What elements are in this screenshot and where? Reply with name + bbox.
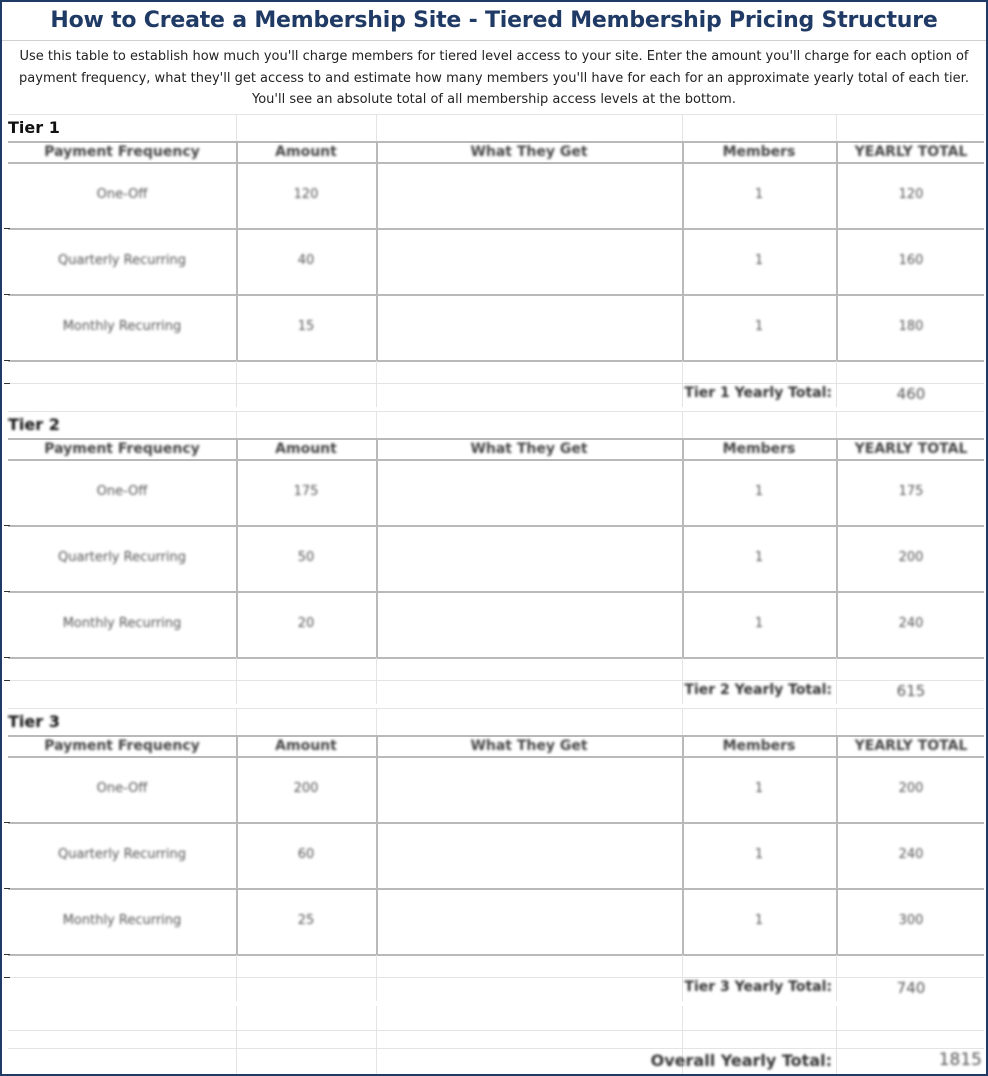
instructions-text: Use this table to establish how much you'll charge members for tiered level access to your site. Enter the amount you'll charge for each option of payment frequency, what they'll get access to and estimate how many members you'll have for each for an approximate yearly total of each tier. You'll see an absolute total of all membership access levels at the bottom. [19, 49, 969, 107]
tier-label: Tier 2 [8, 415, 60, 434]
frequency-cell: Monthly Recurring [62, 913, 182, 928]
grid-line [836, 708, 837, 735]
what-they-get-cell[interactable] [376, 550, 682, 568]
what-they-get-cell[interactable] [376, 781, 682, 799]
grid-line [236, 411, 237, 438]
amount-cell[interactable]: 25 [297, 913, 315, 928]
members-cell[interactable]: 1 [754, 847, 764, 862]
table-border [376, 438, 378, 658]
row-marker [4, 657, 10, 658]
column-header: Payment Frequency [44, 441, 200, 457]
frequency-cell: Quarterly Recurring [57, 550, 187, 565]
frequency-cell: Quarterly Recurring [57, 253, 187, 268]
members-cell[interactable]: 1 [754, 187, 764, 202]
total-cell: 200 [898, 550, 924, 565]
grid-line [8, 1048, 984, 1049]
page-title: How to Create a Membership Site - Tiered Membership Pricing Structure [50, 8, 938, 33]
grid-line [8, 383, 984, 384]
grid-line [8, 114, 984, 115]
table-border [236, 438, 238, 658]
grid-line [8, 1030, 984, 1031]
column-header: What They Get [470, 144, 588, 160]
table-border [682, 438, 684, 658]
tier-yearly-total-label: Tier 1 Yearly Total: [684, 385, 832, 401]
grid-line [236, 955, 237, 1001]
overall-yearly-total-value: 1815 [938, 1050, 982, 1070]
what-they-get-cell[interactable] [376, 187, 682, 205]
row-marker [4, 228, 10, 229]
column-header: Payment Frequency [44, 144, 200, 160]
total-cell: 180 [898, 319, 924, 334]
row-marker [4, 954, 10, 955]
grid-line [836, 114, 837, 141]
frequency-cell: One-Off [96, 484, 148, 499]
row-marker [4, 591, 10, 592]
frequency-cell: One-Off [96, 781, 148, 796]
table-border [236, 141, 238, 361]
tier-label: Tier 1 [8, 118, 60, 137]
column-header: Amount [275, 738, 337, 754]
grid-line [836, 411, 837, 438]
frequency-cell: One-Off [96, 187, 148, 202]
column-header: YEARLY TOTAL [854, 738, 968, 754]
row-marker [4, 888, 10, 889]
grid-line [376, 411, 377, 438]
row-marker [4, 383, 10, 384]
grid-line [376, 658, 377, 704]
row-marker [4, 822, 10, 823]
tier-yearly-total-label: Tier 2 Yearly Total: [684, 682, 832, 698]
what-they-get-cell[interactable] [376, 319, 682, 337]
overall-yearly-total-label: Overall Yearly Total: [650, 1051, 832, 1070]
row-marker [4, 525, 10, 526]
grid-line [376, 114, 377, 141]
total-cell: 175 [898, 484, 924, 499]
total-cell: 240 [898, 616, 924, 631]
what-they-get-cell[interactable] [376, 484, 682, 502]
tier-yearly-total-label: Tier 3 Yearly Total: [684, 979, 832, 995]
total-cell: 300 [898, 913, 924, 928]
what-they-get-cell[interactable] [376, 616, 682, 634]
table-border [376, 141, 378, 361]
table-border [836, 735, 838, 955]
frequency-cell: Monthly Recurring [62, 616, 182, 631]
table-border [376, 735, 378, 955]
column-header: Amount [275, 441, 337, 457]
members-cell[interactable]: 1 [754, 319, 764, 334]
total-cell: 240 [898, 847, 924, 862]
total-cell: 200 [898, 781, 924, 796]
row-marker [4, 680, 10, 681]
table-border [682, 735, 684, 955]
table-border [236, 735, 238, 955]
grid-line [8, 977, 984, 978]
frequency-cell: Quarterly Recurring [57, 847, 187, 862]
total-cell: 160 [898, 253, 924, 268]
title-divider [2, 40, 986, 41]
members-cell[interactable]: 1 [754, 484, 764, 499]
grid-line [376, 361, 377, 407]
amount-cell[interactable]: 175 [293, 484, 319, 499]
grid-line [682, 708, 683, 735]
column-header: What They Get [470, 738, 588, 754]
column-header: Members [722, 144, 796, 160]
members-cell[interactable]: 1 [754, 616, 764, 631]
tier-yearly-total-value: 740 [896, 979, 926, 997]
column-header: YEARLY TOTAL [854, 441, 968, 457]
members-cell[interactable]: 1 [754, 781, 764, 796]
grid-line [236, 1006, 237, 1074]
amount-cell[interactable]: 50 [297, 550, 315, 565]
what-they-get-cell[interactable] [376, 847, 682, 865]
amount-cell[interactable]: 200 [293, 781, 319, 796]
grid-line [8, 411, 984, 412]
what-they-get-cell[interactable] [376, 253, 682, 271]
tier-label: Tier 3 [8, 712, 60, 731]
grid-line [376, 1006, 377, 1074]
grid-line [682, 411, 683, 438]
grid-line [236, 708, 237, 735]
amount-cell[interactable]: 20 [297, 616, 315, 631]
frequency-cell: Monthly Recurring [62, 319, 182, 334]
grid-line [376, 955, 377, 1001]
members-cell[interactable]: 1 [754, 550, 764, 565]
column-header: What They Get [470, 441, 588, 457]
tier-yearly-total-value: 615 [896, 682, 926, 700]
table-border [682, 141, 684, 361]
table-border [836, 141, 838, 361]
total-cell: 120 [898, 187, 924, 202]
grid-line [236, 114, 237, 141]
amount-cell[interactable]: 60 [297, 847, 315, 862]
amount-cell[interactable]: 40 [297, 253, 315, 268]
grid-line [376, 708, 377, 735]
column-header: Members [722, 738, 796, 754]
column-header: Members [722, 441, 796, 457]
column-header: Amount [275, 144, 337, 160]
members-cell[interactable]: 1 [754, 253, 764, 268]
grid-line [236, 658, 237, 704]
column-header: YEARLY TOTAL [854, 144, 968, 160]
amount-cell[interactable]: 15 [297, 319, 315, 334]
members-cell[interactable]: 1 [754, 913, 764, 928]
table-border [836, 438, 838, 658]
row-marker [4, 360, 10, 361]
grid-line [236, 361, 237, 407]
row-marker [4, 977, 10, 978]
grid-line [682, 114, 683, 141]
grid-line [8, 680, 984, 681]
tier-yearly-total-value: 460 [896, 385, 926, 403]
amount-cell[interactable]: 120 [293, 187, 319, 202]
what-they-get-cell[interactable] [376, 913, 682, 931]
grid-line [8, 708, 984, 709]
column-header: Payment Frequency [44, 738, 200, 754]
row-marker [4, 294, 10, 295]
